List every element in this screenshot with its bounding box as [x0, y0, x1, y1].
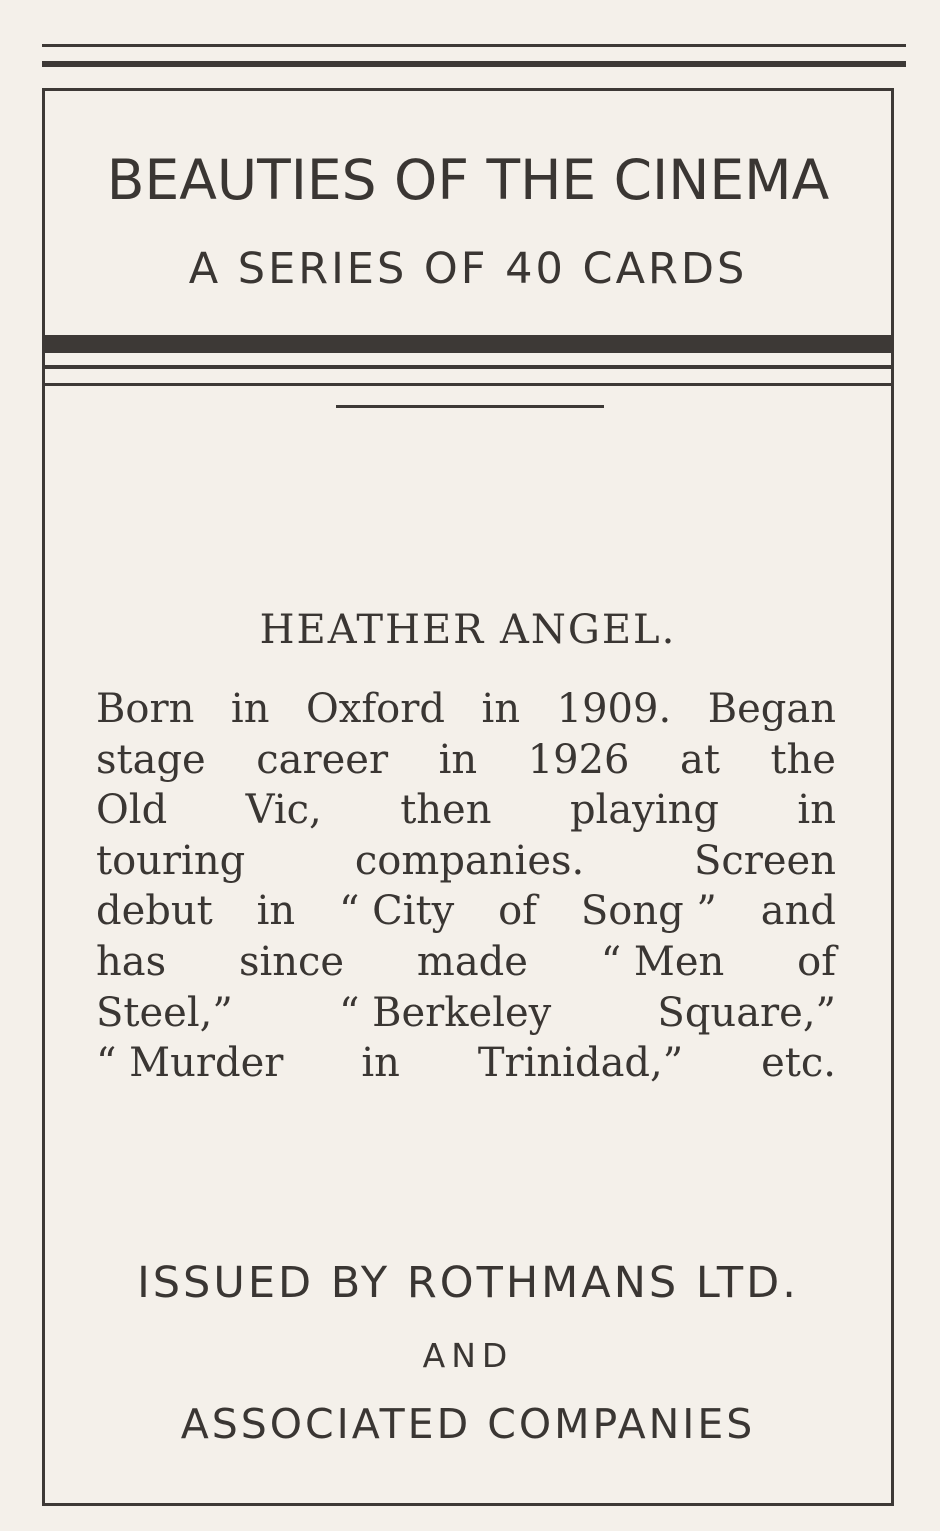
- bio-word: the: [770, 736, 836, 783]
- bio-word: touring: [96, 837, 246, 884]
- bio-word: and: [760, 888, 836, 935]
- bio-word: Began: [707, 686, 836, 732]
- bio-line: [96, 684, 836, 735]
- issuer-line: ISSUED BY ROTHMANS LTD.: [137, 1258, 799, 1308]
- bio-word: Trinidad,”: [477, 1040, 684, 1087]
- bio-line: [96, 1038, 836, 1089]
- series-subtitle: A SERIES OF 40 CARDS: [188, 244, 748, 294]
- bio-word: made: [416, 938, 528, 985]
- bio-word: Oxford: [306, 686, 445, 732]
- bio-word: Born: [96, 686, 195, 732]
- bio-line: [96, 735, 836, 786]
- bio-word: playing: [569, 787, 719, 834]
- bio-word: Screen: [693, 837, 836, 884]
- bio-word: “ City: [339, 888, 455, 935]
- bio-word: in: [230, 686, 270, 732]
- bio-word: has: [96, 938, 167, 985]
- bio-word: in: [256, 888, 296, 935]
- actress-biography: [96, 684, 836, 1089]
- bio-word: companies.: [354, 837, 585, 884]
- bio-word: etc.: [761, 1040, 836, 1087]
- short-divider: [336, 405, 604, 408]
- bio-word: in: [797, 787, 836, 834]
- bio-line: [96, 785, 836, 836]
- bio-line: [96, 886, 836, 937]
- top-rule-thin: [42, 44, 906, 47]
- header-divider-thick: [42, 335, 894, 353]
- top-rule-thick: [42, 61, 906, 67]
- bio-word: in: [481, 686, 521, 732]
- bio-word: of: [498, 888, 537, 935]
- actress-name: HEATHER ANGEL.: [259, 607, 677, 653]
- issuer-companies: ASSOCIATED COMPANIES: [180, 1400, 756, 1448]
- bio-line: [96, 988, 836, 1039]
- bio-word: of: [797, 938, 836, 985]
- bio-word: 1909.: [556, 686, 672, 732]
- bio-word: “ Men: [600, 938, 725, 985]
- bio-word: in: [438, 736, 478, 783]
- bio-line: [96, 937, 836, 988]
- bio-word: Old: [96, 787, 168, 834]
- bio-word: Square,”: [657, 989, 836, 1036]
- bio-line: [96, 836, 836, 887]
- bio-word: since: [238, 938, 345, 985]
- bio-word: career: [256, 736, 389, 783]
- bio-word: Steel,”: [96, 989, 233, 1036]
- bio-word: at: [680, 736, 720, 783]
- bio-word: “ Murder: [96, 1040, 284, 1087]
- series-title: BEAUTIES OF THE CINEMA: [106, 148, 830, 212]
- bio-word: “ Berkeley: [338, 989, 552, 1036]
- bio-word: in: [361, 1040, 400, 1087]
- bio-word: debut: [96, 888, 213, 935]
- issuer-conjunction: AND: [422, 1336, 514, 1375]
- bio-word: then: [400, 787, 492, 834]
- bio-word: Song ”: [580, 888, 717, 935]
- bio-word: Vic,: [245, 787, 322, 834]
- bio-word: stage: [96, 736, 206, 783]
- bio-word: 1926: [527, 736, 630, 783]
- header-divider-thin-1: [42, 365, 894, 369]
- header-divider-thin-2: [42, 383, 894, 386]
